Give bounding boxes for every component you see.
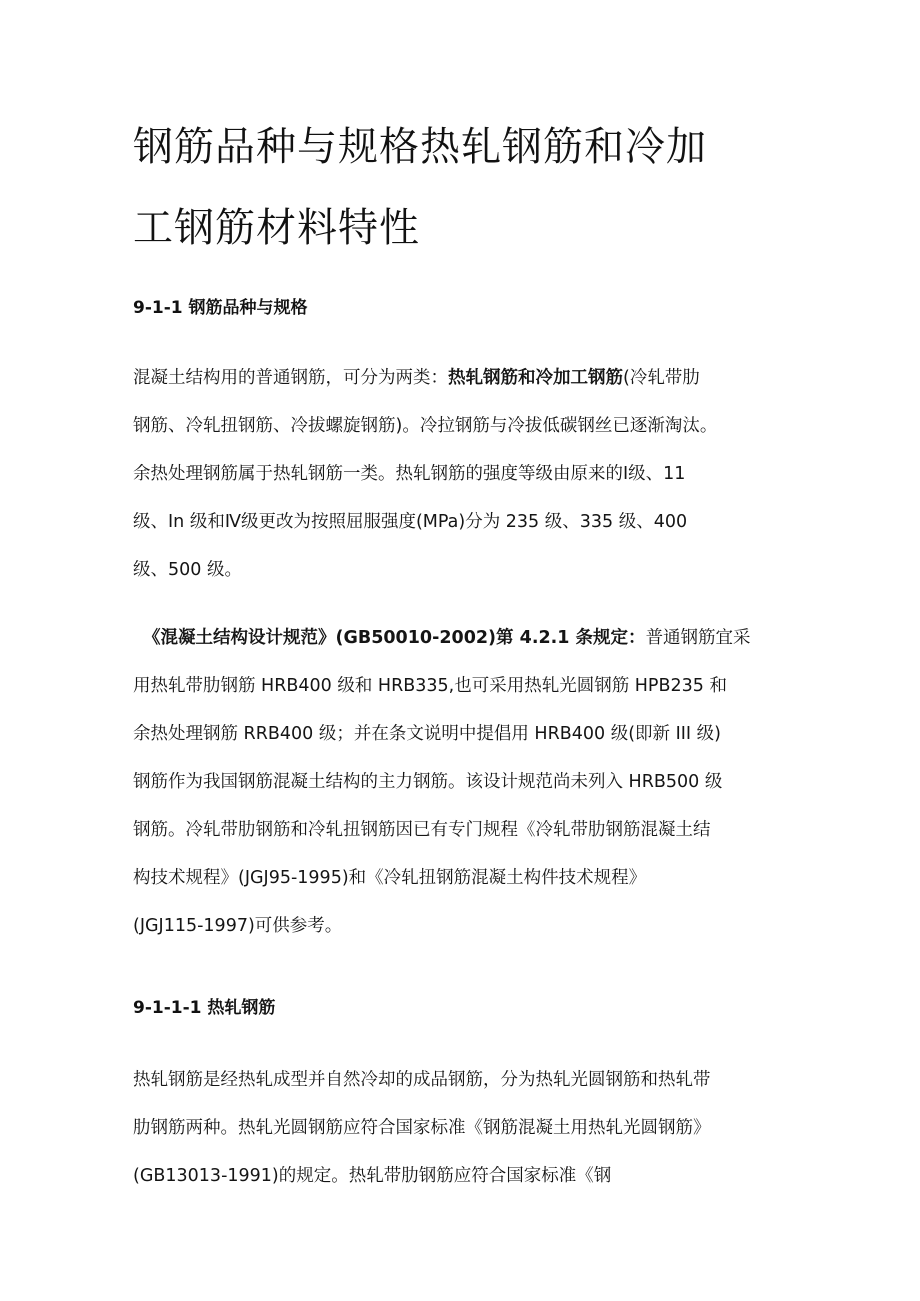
text-line: 级、In 级和Ⅳ级更改为按照屈服强度(MPa)分为 235 级、335 级、400: [133, 512, 688, 532]
text-span: 普通钢筋宜采: [645, 628, 751, 648]
section-heading-9-1-1-1: 9-1-1-1 热轧钢筋: [133, 998, 276, 1018]
section-heading-9-1-1: 9-1-1 钢筋品种与规格: [133, 298, 308, 318]
document-title-line-2: 工钢筋材料特性: [133, 205, 420, 251]
text-line: 用热轧带肋钢筋 HRB400 级和 HRB335,也可采用热轧光圆钢筋 HPB235 和: [133, 676, 727, 696]
text-line: [133, 614, 813, 662]
text-line: 构技术规程》(JGJ95-1995)和《冷轧扭钢筋混凝土构件技术规程》: [133, 868, 647, 888]
paragraph-steel-types: [133, 354, 813, 594]
paragraph-hot-rolled: [133, 1056, 813, 1200]
text-line: [133, 354, 813, 402]
document-title-line-1: 钢筋品种与规格热轧钢筋和冷加: [133, 124, 707, 170]
bold-text-span: 《混凝土结构设计规范》(GB50010-2002)第 4.2.1 条规定：: [143, 628, 646, 648]
text-line: 余热处理钢筋属于热轧钢筋一类。热轧钢筋的强度等级由原来的Ⅰ级、11: [133, 464, 686, 484]
text-line: (JGJ115-1997)可供参考。: [133, 916, 343, 936]
text-line: 钢筋。冷轧带肋钢筋和冷轧扭钢筋因已有专门规程《冷轧带肋钢筋混凝土结: [133, 820, 711, 840]
text-line: 热轧钢筋是经热轧成型并自然冷却的成品钢筋，分为热轧光圆钢筋和热轧带: [133, 1070, 711, 1090]
text-line: (GB13013-1991)的规定。热轧带肋钢筋应符合国家标准《钢: [133, 1166, 612, 1186]
paragraph-design-code: [133, 614, 813, 950]
text-line: 余热处理钢筋 RRB400 级；并在条文说明中提倡用 HRB400 级(即新 III 级): [133, 724, 721, 744]
text-line: 钢筋作为我国钢筋混凝土结构的主力钢筋。该设计规范尚未列入 HRB500 级: [133, 772, 723, 792]
text-span: 混凝土结构用的普通钢筋，可分为两类：: [133, 368, 448, 388]
text-line: 肋钢筋两种。热轧光圆钢筋应符合国家标准《钢筋混凝土用热轧光圆钢筋》: [133, 1118, 711, 1138]
bold-text-span: 热轧钢筋和冷加工钢筋: [448, 368, 623, 388]
text-line: 级、500 级。: [133, 560, 242, 580]
text-line: 钢筋、冷轧扭钢筋、冷拔螺旋钢筋)。冷拉钢筋与冷拔低碳钢丝已逐渐淘汰。: [133, 416, 718, 436]
text-span: (冷轧带肋: [623, 368, 700, 388]
